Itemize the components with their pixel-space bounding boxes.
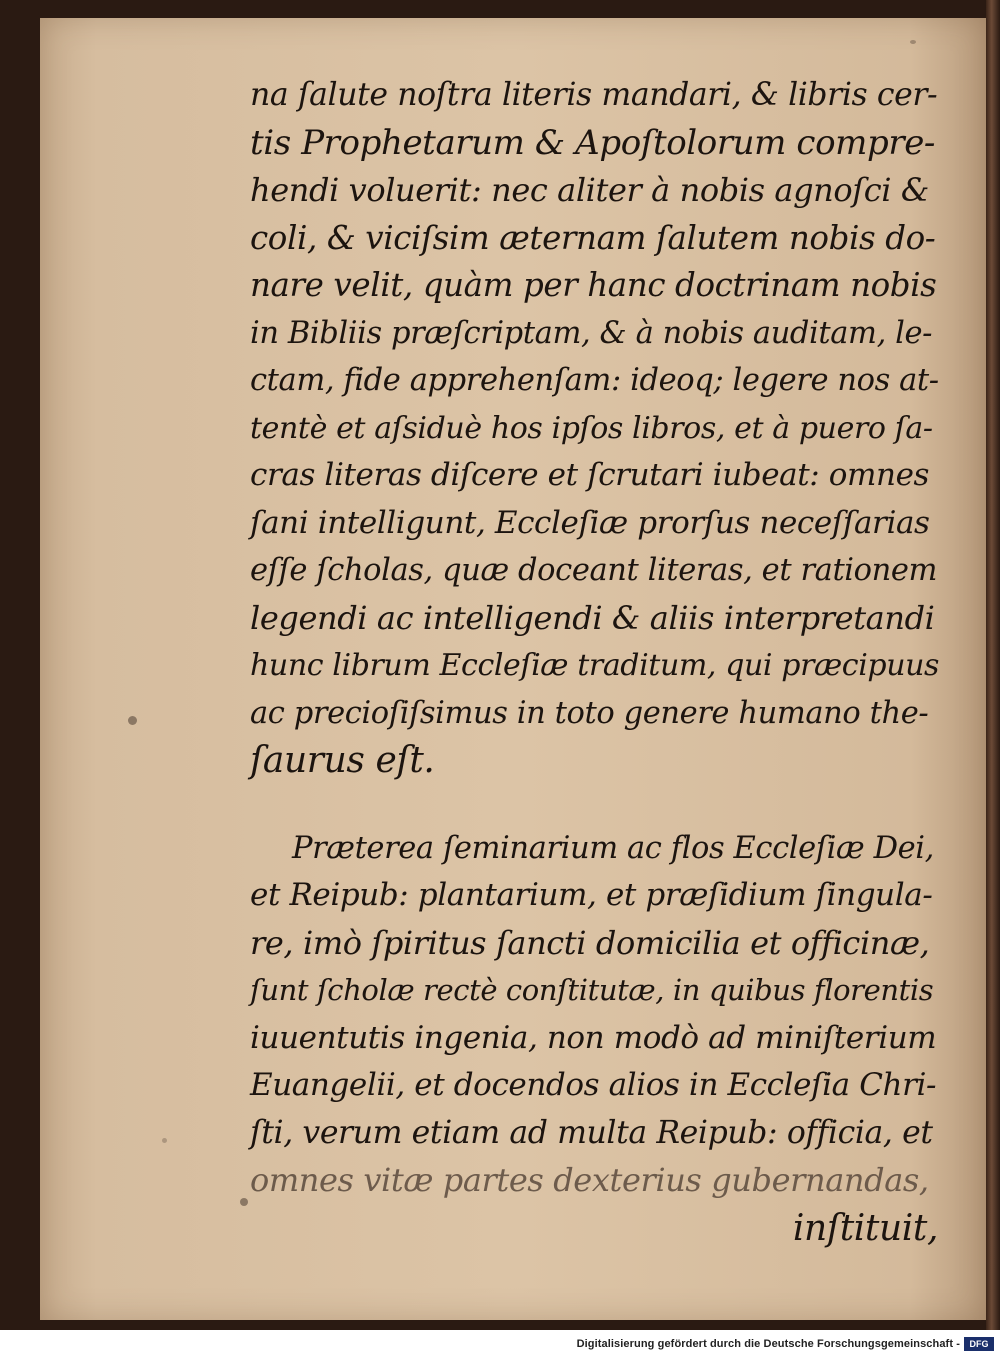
text-line: et Reipub: plantarium, et præſidium ſingula-: [250, 877, 933, 913]
paragraph-2: [250, 825, 938, 1205]
text-line: legendi ac intelligendi & aliis interpretandi: [250, 598, 935, 637]
paper-speck: [910, 40, 916, 44]
text-line: cras literas diſcere et ſcrutari iubeat: omnes: [250, 457, 930, 493]
catchword: inſtituit,: [792, 1207, 938, 1249]
text-line: re, imò ſpiritus ſancti domicilia et officinæ,: [250, 923, 930, 962]
paper-speck: [240, 1198, 248, 1206]
text-line: in Bibliis præſcriptam, & à nobis auditam, le-: [250, 315, 933, 351]
text-line: na ſalute noſtra literis mandari, & libris cer-: [250, 77, 938, 113]
footer: [0, 1336, 1000, 1354]
text-line: eſſe ſcholas, quæ doceant literas, et rationem: [250, 553, 938, 588]
book-edge: [986, 0, 1000, 1330]
text-line: iuuentutis ingenia, non modò ad miniſterium: [250, 1019, 937, 1056]
text-line: hunc librum Eccleſiæ traditum, qui præcipuus: [250, 648, 940, 683]
text-line: ſaurus eſt.: [250, 740, 435, 781]
text-line: tis Prophetarum & Apoſtolorum compre-: [250, 122, 936, 163]
paper-speck: [128, 716, 137, 725]
text-line: omnes vitæ partes dexterius gubernandas,: [250, 1161, 929, 1199]
text-line: ſunt ſcholæ rectè conſtitutæ, in quibus florentis: [250, 973, 934, 1007]
paper-speck: [162, 1138, 167, 1143]
text-line: nare velit, quàm per hanc doctrinam nobis: [250, 266, 937, 304]
text-line: Præterea ſeminarium ac flos Eccleſiæ Dei,: [292, 830, 934, 866]
text-line: hendi voluerit: nec aliter à nobis agnoſci &: [250, 171, 929, 209]
paragraph-1: [250, 72, 938, 785]
text-line: tentè et aſsiduè hos ipſos libros, et à puero ſa-: [250, 410, 933, 446]
text-line: ac precioſiſsimus in toto genere humano the-: [250, 695, 929, 731]
text-line: ſti, verum etiam ad multa Reipub: officia, et: [250, 1114, 933, 1151]
dfg-logo: DFG: [964, 1337, 994, 1351]
text-line: ctam, fide apprehenſam: ideoq; legere nos at-: [250, 363, 939, 398]
text-line: ſani intelligunt, Eccleſiæ prorſus neceſſarias: [250, 504, 930, 541]
text-block: [250, 72, 938, 1252]
paragraph-gap: [250, 785, 938, 825]
text-line: coli, & viciſsim æternam ſalutem nobis do-: [250, 218, 936, 257]
funding-credit: Digitalisierung gefördert durch die Deutsche Forschungsgemeinschaft -: [576, 1338, 960, 1350]
text-line: Euangelii, et docendos alios in Eccleſia Chri-: [250, 1067, 937, 1103]
